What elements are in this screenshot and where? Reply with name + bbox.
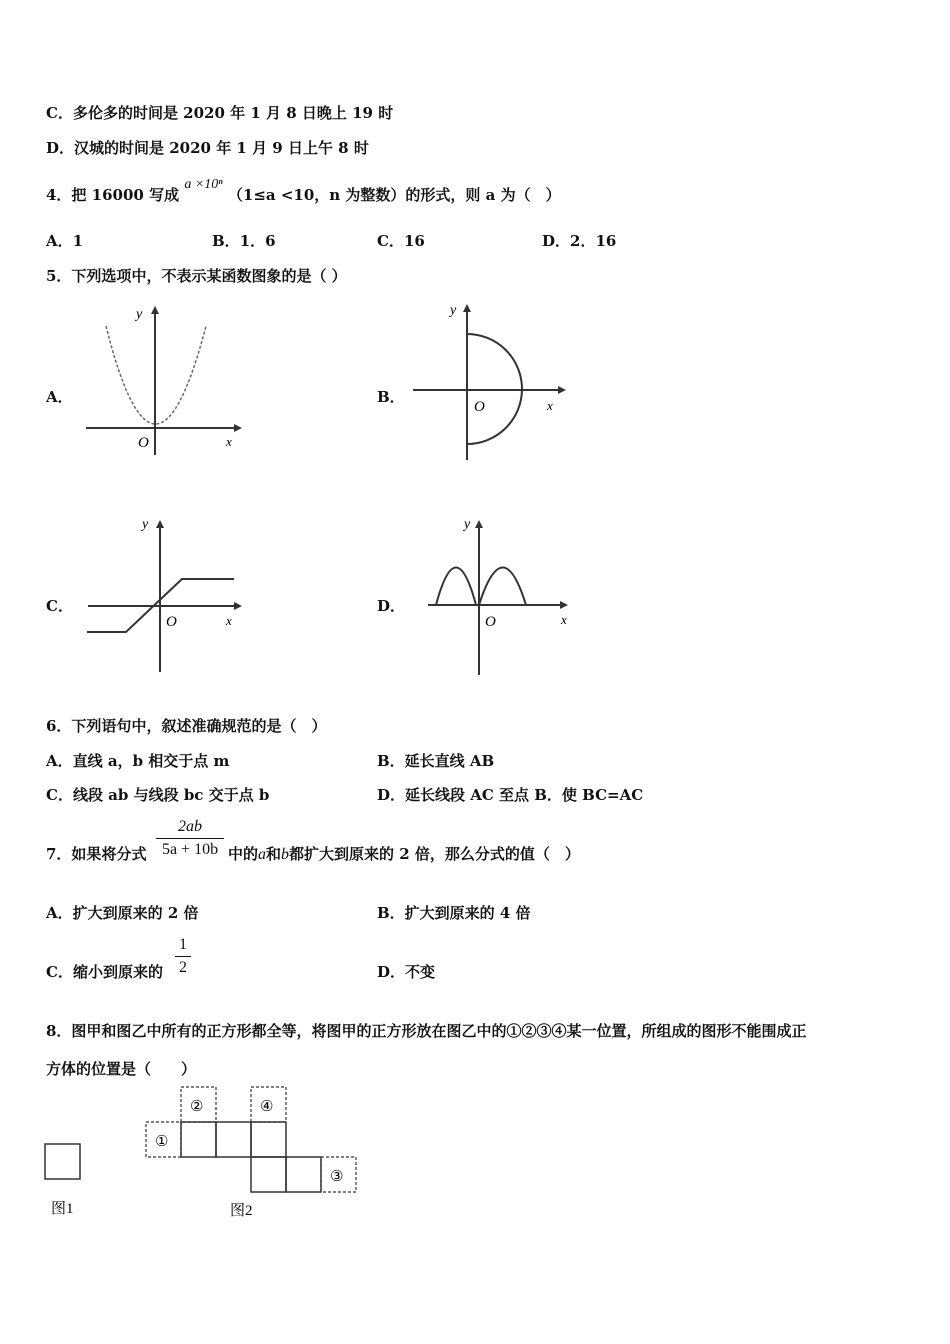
q5-label-b: B． (377, 388, 405, 406)
q5-stem: 5．下列选项中，不表示某函数图象的是（ ） (46, 267, 347, 285)
graph-d-y-label: y (464, 517, 471, 532)
mark-3: ③ (330, 1169, 344, 1185)
q7-prefix: 7．如果将分式 (46, 845, 147, 863)
fig1-label: 图1 (51, 1201, 74, 1217)
q7-option-a: A．扩大到原来的 2 倍 (46, 904, 199, 922)
q7-suffix: 都扩大到原来的 2 倍，那么分式的值（ ） (289, 845, 580, 863)
q6-option-d: D．延长线段 AC 至点 B．使 BC=AC (377, 786, 644, 804)
mark-4: ④ (260, 1099, 274, 1115)
q7-option-d: D．不变 (377, 963, 436, 981)
q7-mid2: 和 (266, 845, 282, 863)
q7-denominator: 5a + 10b (161, 841, 219, 858)
graph-d-x-label: x (561, 612, 567, 627)
q4-suffix: （1≤a <10，n 为整数）的形式，则 a 为（ ） (227, 186, 561, 204)
q7-tail (228, 843, 580, 864)
q4-option-c: C．16 (377, 232, 425, 250)
q3-option-d: D．汉城的时间是 2020 年 1 月 9 日上午 8 时 (46, 139, 369, 157)
q7-var-a: a (258, 846, 267, 863)
mark-1: ① (155, 1134, 169, 1150)
q7-option-c-numerator: 1 (175, 936, 191, 957)
q7-option-c-denominator: 2 (179, 959, 187, 976)
q6-option-c: C．线段 ab 与线段 bc 交于点 b (46, 786, 270, 804)
q8-figures (40, 1082, 370, 1222)
graph-b-origin: O (474, 399, 485, 415)
fig2-label: 图2 (230, 1203, 253, 1219)
q5-label-d: D． (377, 597, 406, 615)
q6-option-a: A．直线 a，b 相交于点 m (46, 752, 230, 770)
q3-option-c: C．多伦多的时间是 2020 年 1 月 8 日晚上 19 时 (46, 104, 394, 122)
graph-b-x-label: x (547, 398, 553, 413)
q5-graph-c (84, 512, 249, 677)
mark-2: ② (190, 1099, 204, 1115)
q7-numerator: 2ab (156, 818, 224, 839)
q4-prefix: 4．把 16000 写成 (46, 186, 180, 204)
graph-c-origin: O (166, 614, 177, 630)
q4-option-d: D．2．16 (542, 232, 617, 250)
q6-stem: 6．下列语句中，叙述准确规范的是（ ） (46, 717, 327, 735)
q5-graph-b (410, 298, 570, 468)
q7-fraction (156, 818, 224, 859)
fig2-net (181, 1122, 321, 1192)
q7-option-c: C．缩小到原来的 (46, 963, 163, 981)
graph-c-x-label: x (226, 613, 232, 628)
q6-option-b: B．延长直线 AB (377, 752, 495, 770)
q8-stem-line1: 8．图甲和图乙中所有的正方形都全等，将图甲的正方形放在图乙中的①②③④某一位置，所组成的图形不能围成正 (46, 1022, 807, 1040)
q4-option-a: A．1 (46, 232, 84, 250)
q5-label-c: C． (46, 597, 73, 615)
q7-var-b: b (281, 846, 290, 863)
graph-a-y-label: y (136, 307, 143, 322)
q5-graph-a (84, 300, 244, 460)
q4-stem (46, 177, 561, 205)
graph-b-y-label: y (450, 303, 457, 318)
q4-option-b: B．1．6 (212, 232, 276, 250)
q7-option-c-fraction (175, 936, 191, 977)
fig1-square (45, 1144, 80, 1179)
graph-a-origin: O (138, 435, 149, 451)
q7-mid1: 中的 (228, 845, 259, 863)
q4-expression: a ×10ⁿ (184, 177, 223, 192)
q5-label-a: A． (46, 388, 73, 406)
q8-stem-line2: 方体的位置是（ ） (46, 1060, 197, 1078)
q5-graph-d (420, 512, 580, 682)
q7-option-b: B．扩大到原来的 4 倍 (377, 904, 531, 922)
graph-c-y-label: y (142, 517, 149, 532)
graph-d-origin: O (485, 614, 496, 630)
graph-a-x-label: x (226, 434, 232, 449)
